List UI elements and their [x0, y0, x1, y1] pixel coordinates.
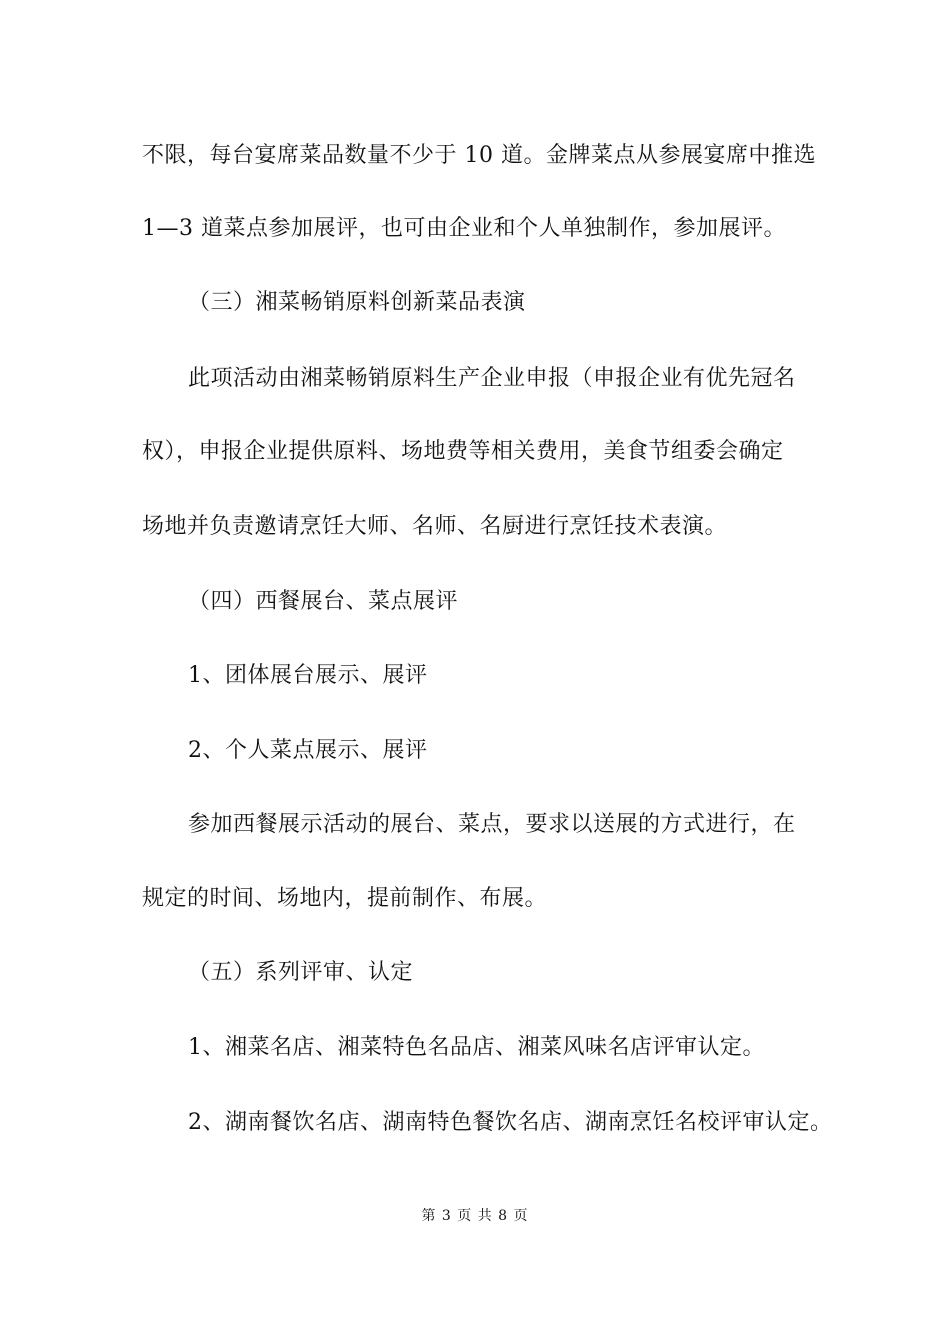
body-line: 权），申报企业提供原料、场地费等相关费用，美食节组委会确定 — [142, 439, 784, 464]
list-item: 1、团体展台展示、展评 — [188, 663, 428, 688]
page-footer: 第 3 页 共 8 页 — [421, 1208, 529, 1224]
body-line: 场地并负责邀请烹饪大师、名师、名厨进行烹饪技术表演。 — [142, 514, 728, 539]
section-heading: （四）西餐展台、菜点展评 — [188, 589, 459, 614]
list-item: 1、湘菜名店、湘菜特色名品店、湘菜风味名店评审认定。 — [188, 1035, 765, 1060]
body-line: 此项活动由湘菜畅销原料生产企业申报（申报企业有优先冠名 — [188, 366, 796, 391]
body-line: 规定的时间、场地内，提前制作、布展。 — [142, 886, 548, 911]
section-heading: （五）系列评审、认定 — [188, 960, 414, 985]
list-item: 2、个人菜点展示、展评 — [188, 738, 428, 763]
list-item: 2、湖南餐饮名店、湖南特色餐饮名店、湖南烹饪名校评审认定。 — [188, 1110, 833, 1135]
body-line: 不限，每台宴席菜品数量不少于 10 道。金牌菜点从参展宴席中推选 — [142, 143, 816, 168]
section-heading: （三）湘菜畅销原料创新菜品表演 — [188, 290, 526, 315]
body-line: 参加西餐展示活动的展台、菜点，要求以送展的方式进行，在 — [188, 812, 796, 837]
body-line: 1—3 道菜点参加展评，也可由企业和个人单独制作，参加展评。 — [142, 216, 786, 241]
